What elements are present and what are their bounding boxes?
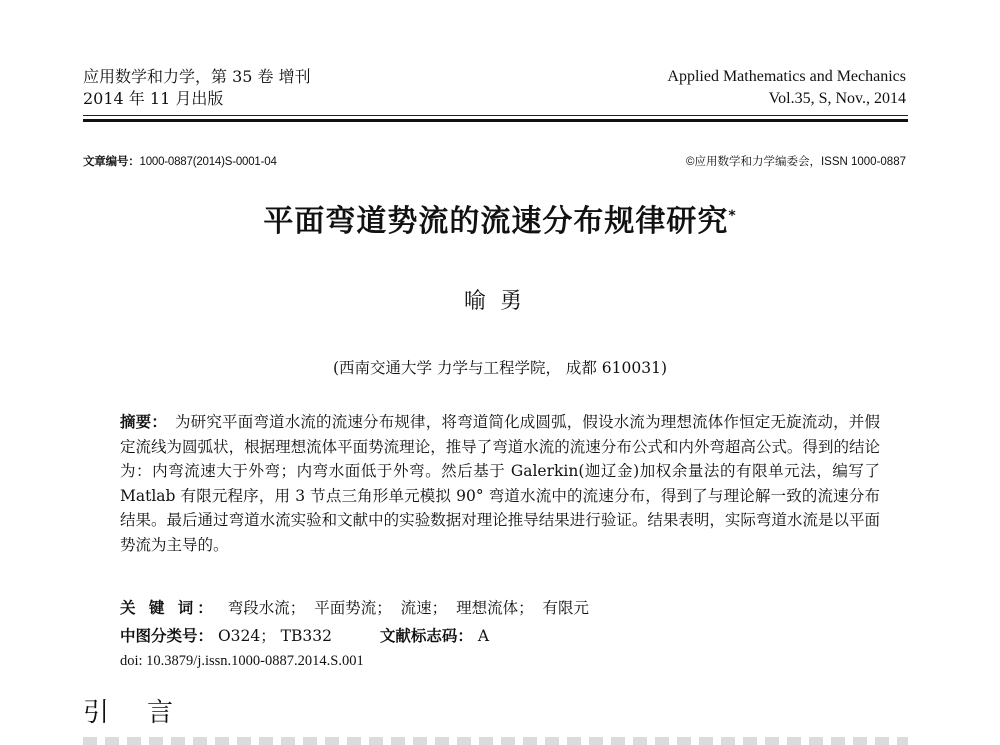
doi: doi: 10.3879/j.issn.1000-0887.2014.S.001 <box>120 653 364 669</box>
journal-name-cn: 应用数学和力学，第 35 卷 增刊 <box>83 67 311 86</box>
paper-title <box>0 196 1000 240</box>
keywords-label: 关 键 词： <box>120 599 217 617</box>
journal-header-cn <box>83 66 311 110</box>
journal-header-en <box>667 66 906 110</box>
article-number-label: 文章编号： <box>83 156 140 168</box>
copyright-notice: ©应用数学和力学编委会，ISSN 1000-0887 <box>685 156 906 168</box>
journal-name-en: Applied Mathematics and Mechanics <box>667 68 906 85</box>
abstract-label: 摘要： <box>120 413 168 431</box>
keywords <box>120 596 593 618</box>
clc-label: 中图分类号： <box>120 627 214 645</box>
clc-value: O324； TB332 <box>217 627 332 645</box>
section-heading-introduction: 引言 <box>83 698 212 728</box>
paper-title-text: 平面弯道势流的流速分布规律研究 <box>263 204 729 239</box>
publication-date-cn: 2014 年 11 月出版 <box>83 89 224 108</box>
keyword-item: 流速； <box>400 599 448 617</box>
article-number <box>83 153 277 169</box>
classification-line <box>120 624 489 646</box>
volume-info-en: Vol.35, S, Nov., 2014 <box>768 90 906 107</box>
keyword-item: 平面势流； <box>314 599 392 617</box>
author-name: 喻勇 <box>463 289 536 314</box>
keyword-item: 理想流体； <box>456 599 534 617</box>
article-number-value: 1000-0887(2014)S-0001-04 <box>139 156 277 168</box>
author-affiliation: (西南交通大学 力学与工程学院， 成都 610031) <box>332 359 668 377</box>
title-footnote-mark: * <box>728 208 737 224</box>
keyword-item: 有限元 <box>542 599 590 617</box>
document-code-label: 文献标志码： <box>379 627 473 645</box>
keyword-item: 弯段水流； <box>227 599 306 617</box>
document-code-value: A <box>477 627 490 645</box>
next-line-cutoff <box>83 737 908 745</box>
header-divider-thin <box>83 115 908 116</box>
header-divider-thick <box>83 119 908 122</box>
abstract-text: 为研究平面弯道水流的流速分布规律，将弯道简化成圆弧，假设水流为理想流体作恒定无旋流动，并假定流线为圆弧状，根据理想流体平面势流理论，推导了弯道水流的流速分布公式和内外弯超高公式。得到的结论为：内弯流速大于外弯；内弯水面低于外弯。然后基于 Galerkin(迦辽金)加权余量法的有限单元法，编写了 Matlab 有限元程序，用 3 节点三角形单元模拟 90° 弯道水流中的流速分布，得到了与理论解一致的流速分布结果。最后通过弯道水流实验和文献中的实验数据对理论推导结果进行验证。结果表明，实际弯道水流是以平面势流为主导的。 <box>120 413 880 554</box>
abstract <box>120 410 880 557</box>
